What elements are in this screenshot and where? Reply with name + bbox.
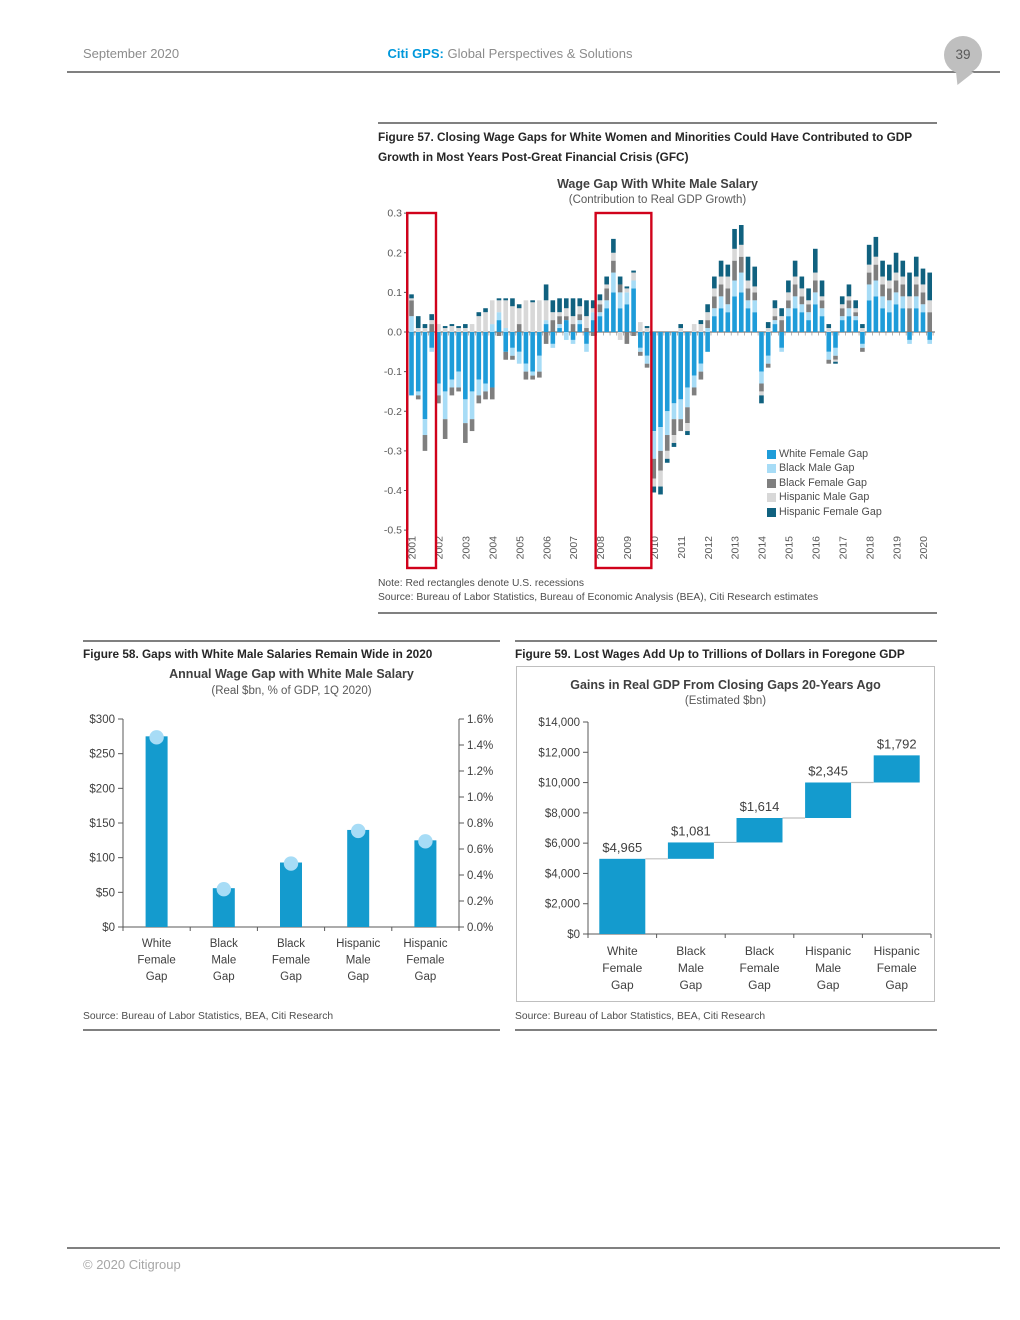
svg-text:Gap: Gap — [610, 978, 634, 992]
legend-item — [767, 462, 882, 476]
svg-text:1.2%: 1.2% — [467, 766, 494, 778]
svg-text:$2,345: $2,345 — [808, 763, 848, 779]
svg-text:2012: 2012 — [702, 536, 715, 560]
svg-text:0.0%: 0.0% — [467, 922, 494, 934]
figure59-top-rule — [515, 640, 937, 642]
figure59-chart-subtitle: (Estimated $bn) — [684, 695, 767, 707]
figure58-source: Source: Bureau of Labor Statistics, BEA, Citi Research — [83, 1011, 334, 1022]
svg-text:2006: 2006 — [541, 536, 554, 560]
legend-item — [767, 477, 882, 491]
figure59-plot — [517, 667, 936, 1001]
svg-text:2007: 2007 — [568, 536, 581, 560]
svg-text:$4,000: $4,000 — [544, 868, 580, 881]
svg-text:Male: Male — [677, 961, 704, 975]
svg-text:1.4%: 1.4% — [467, 740, 494, 752]
svg-text:Male: Male — [345, 954, 371, 967]
svg-text:Black: Black — [676, 944, 706, 958]
legend-swatch-icon — [767, 508, 776, 517]
svg-text:0.4%: 0.4% — [467, 870, 494, 882]
legend-label: Black Male Gap — [779, 462, 855, 475]
svg-text:$300: $300 — [89, 714, 115, 726]
figure58-bottom-rule — [83, 1029, 500, 1031]
figure57-note: Note: Red rectangles denote U.S. recessions — [378, 578, 585, 589]
svg-text:Gap: Gap — [679, 978, 703, 992]
legend-swatch-icon — [767, 464, 776, 473]
figure-57 — [378, 115, 937, 621]
svg-text:2020: 2020 — [918, 536, 931, 560]
svg-text:Female: Female — [876, 961, 917, 975]
svg-text:2014: 2014 — [756, 536, 769, 560]
figure59-caption: Figure 59. Lost Wages Add Up to Trillions of Dollars in Foregone GDP — [515, 647, 905, 661]
svg-text:$14,000: $14,000 — [538, 717, 580, 729]
svg-text:$0: $0 — [567, 929, 580, 941]
svg-text:Female: Female — [271, 954, 311, 967]
svg-text:$150: $150 — [89, 818, 115, 830]
svg-text:-0.5: -0.5 — [383, 524, 402, 537]
svg-text:White: White — [141, 938, 172, 950]
footer-rule — [67, 1247, 1000, 1249]
svg-text:0.2%: 0.2% — [467, 896, 494, 908]
svg-text:Female: Female — [739, 961, 780, 975]
svg-text:2003: 2003 — [460, 536, 473, 560]
svg-text:$1,081: $1,081 — [671, 823, 711, 839]
svg-text:$10,000: $10,000 — [538, 777, 580, 790]
svg-text:Female: Female — [602, 961, 643, 975]
svg-text:$200: $200 — [89, 783, 115, 796]
svg-text:2009: 2009 — [622, 536, 635, 560]
svg-text:2017: 2017 — [837, 536, 850, 560]
svg-text:2004: 2004 — [487, 536, 500, 560]
svg-text:0.1: 0.1 — [387, 286, 402, 299]
svg-text:2018: 2018 — [864, 536, 877, 560]
svg-text:Male: Male — [211, 954, 237, 967]
svg-text:Gap: Gap — [145, 971, 168, 983]
legend-label: Hispanic Female Gap — [779, 505, 882, 518]
figure58-chart-subtitle: (Real $bn, % of GDP, 1Q 2020) — [211, 685, 372, 697]
svg-text:0.8%: 0.8% — [467, 818, 494, 830]
figure59-chart-box — [516, 666, 935, 1002]
svg-text:Female: Female — [137, 954, 176, 967]
svg-text:1.0%: 1.0% — [467, 792, 494, 804]
header-rule — [67, 71, 1000, 73]
svg-text:Gap: Gap — [885, 978, 909, 992]
svg-text:Hispanic: Hispanic — [805, 944, 852, 958]
svg-text:2016: 2016 — [810, 536, 823, 560]
svg-text:$12,000: $12,000 — [538, 747, 580, 760]
svg-text:$6,000: $6,000 — [544, 838, 580, 851]
svg-text:Hispanic: Hispanic — [336, 938, 381, 950]
legend-label: Black Female Gap — [779, 476, 867, 489]
legend-swatch-icon — [767, 493, 776, 502]
svg-text:$250: $250 — [89, 748, 115, 761]
figure57-chart — [378, 208, 937, 580]
figure57-plot — [378, 208, 937, 580]
svg-text:0.3: 0.3 — [387, 208, 402, 220]
figure57-source: Source: Bureau of Labor Statistics, Bureau of Economic Analysis (BEA), Citi Research estimates — [378, 592, 819, 603]
svg-text:$0: $0 — [102, 922, 115, 934]
figure57-caption-line1: Figure 57. Closing Wage Gaps for White Women and Minorities Could Have Contributed to GDP — [378, 130, 913, 144]
svg-text:2019: 2019 — [891, 536, 904, 560]
svg-text:2015: 2015 — [783, 536, 796, 560]
svg-text:-0.1: -0.1 — [383, 366, 402, 379]
legend-item — [767, 448, 882, 462]
svg-text:$50: $50 — [95, 887, 115, 900]
svg-text:White: White — [606, 944, 638, 958]
svg-text:$1,614: $1,614 — [739, 799, 780, 815]
svg-text:-0.2: -0.2 — [383, 405, 402, 418]
svg-text:Gap: Gap — [816, 978, 840, 992]
header-title — [250, 46, 770, 61]
legend-swatch-icon — [767, 450, 776, 459]
svg-text:Gap: Gap — [280, 971, 302, 983]
svg-text:-0.4: -0.4 — [383, 485, 402, 497]
svg-text:Gap: Gap — [414, 971, 437, 983]
svg-text:2013: 2013 — [729, 536, 742, 560]
svg-text:2008: 2008 — [595, 536, 608, 560]
page-number-bubble: 39 — [944, 36, 982, 74]
svg-text:0.6%: 0.6% — [467, 844, 494, 856]
svg-text:Gap: Gap — [212, 971, 235, 983]
legend-label: White Female Gap — [779, 448, 869, 460]
svg-text:$8,000: $8,000 — [544, 807, 580, 820]
legend-swatch-icon — [767, 479, 776, 488]
svg-text:2011: 2011 — [675, 536, 688, 559]
svg-text:Hispanic: Hispanic — [873, 944, 920, 958]
svg-text:0.2: 0.2 — [387, 247, 402, 260]
svg-text:$4,965: $4,965 — [602, 839, 643, 855]
svg-text:$2,000: $2,000 — [544, 898, 580, 911]
figure59-chart-title: Gains in Real GDP From Closing Gaps 20-Years Ago — [570, 678, 881, 692]
brand-name: Citi GPS: — [387, 46, 444, 61]
svg-text:Black: Black — [744, 944, 775, 958]
svg-text:$100: $100 — [89, 852, 115, 865]
figure57-chart-subtitle: (Contribution to Real GDP Growth) — [568, 194, 747, 206]
svg-text:Black: Black — [276, 938, 306, 950]
figure59-bottom-rule — [515, 1029, 937, 1031]
figure58-top-rule — [83, 640, 500, 642]
figure57-top-rule — [378, 122, 937, 124]
svg-text:Black: Black — [209, 938, 238, 950]
svg-text:$1,792: $1,792 — [876, 736, 917, 752]
footer-copyright: © 2020 Citigroup — [83, 1257, 181, 1272]
svg-text:Gap: Gap — [748, 978, 771, 992]
svg-text:2010: 2010 — [648, 536, 661, 560]
svg-text:2001: 2001 — [406, 536, 419, 560]
figure-59 — [515, 640, 937, 1032]
figure-58 — [83, 640, 500, 1032]
figure57-caption — [378, 128, 937, 167]
brand-suffix: Global Perspectives & Solutions — [443, 46, 633, 61]
svg-text:-0.3: -0.3 — [383, 445, 402, 458]
svg-text:1.6%: 1.6% — [467, 714, 494, 726]
figure57-legend — [767, 448, 882, 520]
svg-text:Hispanic: Hispanic — [403, 938, 448, 950]
page-bubble-tail-icon — [956, 72, 974, 85]
header-date: September 2020 — [83, 46, 180, 61]
figure59-source: Source: Bureau of Labor Statistics, BEA, Citi Research — [515, 1011, 766, 1022]
legend-label: Hispanic Male Gap — [779, 491, 870, 504]
svg-text:2002: 2002 — [433, 536, 446, 560]
svg-text:2005: 2005 — [514, 536, 527, 560]
svg-text:Female: Female — [406, 954, 445, 967]
svg-text:Male: Male — [815, 961, 842, 975]
figure57-caption-line2: Growth in Most Years Post-Great Financial Crisis (GFC) — [378, 149, 689, 164]
legend-item — [767, 491, 882, 505]
figure58-chart-title: Annual Wage Gap with White Male Salary — [169, 667, 414, 681]
figure57-chart-title: Wage Gap With White Male Salary — [557, 177, 758, 191]
figure57-bottom-rule — [378, 612, 937, 614]
legend-item — [767, 506, 882, 520]
svg-text:Gap: Gap — [347, 971, 370, 983]
figure58-caption: Figure 58. Gaps with White Male Salaries Remain Wide in 2020 — [83, 647, 433, 661]
svg-text:0.0: 0.0 — [387, 326, 402, 339]
figure58-plot — [83, 700, 503, 1000]
